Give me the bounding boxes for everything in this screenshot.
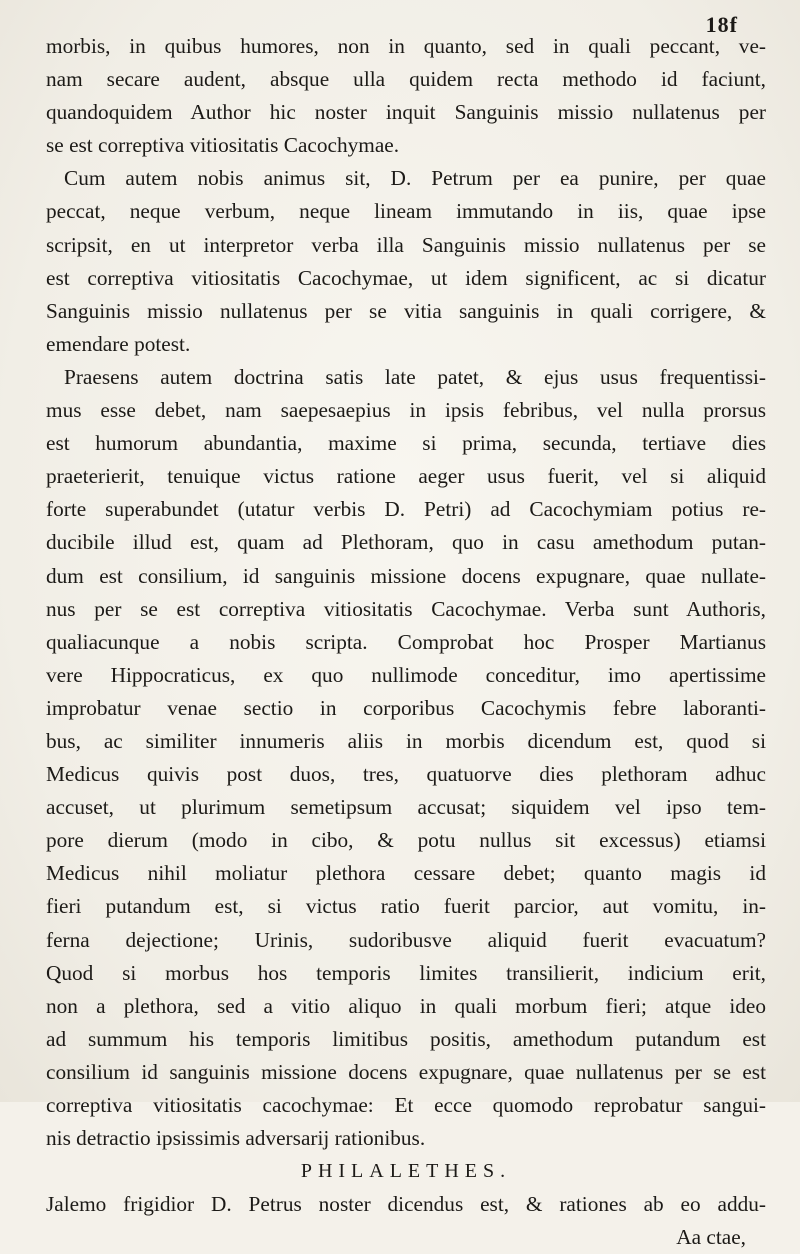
- text-line: forte superabundet (utatur verbis D. Petri) ad Cacochymiam potius re-: [46, 497, 766, 522]
- text-line: praeterierit, tenuique victus ratione aeger usus fuerit, vel si aliquid: [46, 464, 766, 489]
- catchword: Aa ctae,: [676, 1225, 746, 1250]
- body-text: [46, 30, 766, 1254]
- text-line: Cum autem nobis animus sit, D. Petrum per ea punire, per quae: [64, 166, 766, 191]
- text-line: morbis, in quibus humores, non in quanto, sed in quali peccant, ve-: [46, 34, 766, 58]
- speaker-heading: PHILALETHES.: [300, 1160, 512, 1183]
- text-line: emendare potest.: [46, 331, 191, 356]
- text-line: scripsit, en ut interpretor verba illa Sanguinis missio nullatenus per se: [46, 232, 766, 257]
- text-line: Jalemo frigidior D. Petrus noster dicendus est, & rationes ab eo addu-: [46, 1192, 766, 1217]
- text-line: Quod si morbus hos temporis limites transilierit, indicium erit,: [46, 960, 766, 985]
- text-line: fieri putandum est, si victus ratio fuerit parcior, aut vomitu, in-: [46, 894, 766, 919]
- text-line: pore dierum (modo in cibo, & potu nullus sit excessus) etiamsi: [46, 828, 766, 853]
- text-line: se est correptiva vitiositatis Cacochymae.: [46, 133, 400, 158]
- text-line: Praesens autem doctrina satis late patet, & ejus usus frequentissi-: [64, 364, 766, 389]
- text-line: Medicus quivis post duos, tres, quatuorve dies plethoram adhuc: [46, 762, 766, 787]
- text-line: nam secare audent, absque ulla quidem recta methodo id faciunt,: [46, 67, 766, 92]
- text-line: accuset, ut plurimum semetipsum accusat; siquidem vel ipso tem-: [46, 795, 766, 820]
- page-number: 18f: [705, 12, 738, 37]
- text-line: vere Hippocraticus, ex quo nullimode conceditur, imo apertissime: [46, 662, 766, 687]
- text-line: ducibile illud est, quam ad Plethoram, quo in casu amethodum putan-: [46, 530, 766, 555]
- text-line: dum est consilium, id sanguinis missione docens expugnare, quae nullate-: [46, 563, 766, 588]
- text-line: ferna dejectione; Urinis, sudoribusve aliquid fuerit evacuatum?: [46, 927, 766, 952]
- text-line: est humorum abundantia, maxime si prima, secunda, tertiave dies: [46, 431, 766, 456]
- text-line: Medicus nihil moliatur plethora cessare debet; quanto magis id: [46, 861, 766, 886]
- text-line: quandoquidem Author hic noster inquit Sanguinis missio nullatenus per: [46, 100, 766, 125]
- text-line: peccat, neque verbum, neque lineam immutando in iis, quae ipse: [46, 199, 766, 224]
- text-line: qualiacunque a nobis scripta. Comprobat hoc Prosper Martianus: [46, 629, 766, 654]
- text-line: nis detractio ipsissimis adversarij rationibus.: [46, 1126, 426, 1151]
- text-line: ad summum his temporis limitibus positis, amethodum putandum est: [46, 1026, 766, 1051]
- text-line: non a plethora, sed a vitio aliquo in quali morbum fieri; atque ideo: [46, 993, 766, 1018]
- text-line: consilium id sanguinis missione docens expugnare, quae nullatenus per se est: [46, 1059, 766, 1084]
- text-line: improbatur venae sectio in corporibus Cacochymis febre laboranti-: [46, 695, 766, 720]
- text-line: est correptiva vitiositatis Cacochymae, ut idem significent, ac si dicatur: [46, 265, 766, 290]
- text-line: nus per se est correptiva vitiositatis Cacochymae. Verba sunt Authoris,: [46, 596, 766, 621]
- text-line: correptiva vitiositatis cacochymae: Et ecce quomodo reprobatur sangui-: [46, 1093, 766, 1117]
- text-line: mus esse debet, nam saepesaepius in ipsis febribus, vel nulla prorsus: [46, 398, 766, 423]
- text-line: Sanguinis missio nullatenus per se vitia sanguinis in quali corrigere, &: [46, 298, 766, 323]
- text-line: bus, ac similiter innumeris aliis in morbis dicendum est, quod si: [46, 728, 766, 753]
